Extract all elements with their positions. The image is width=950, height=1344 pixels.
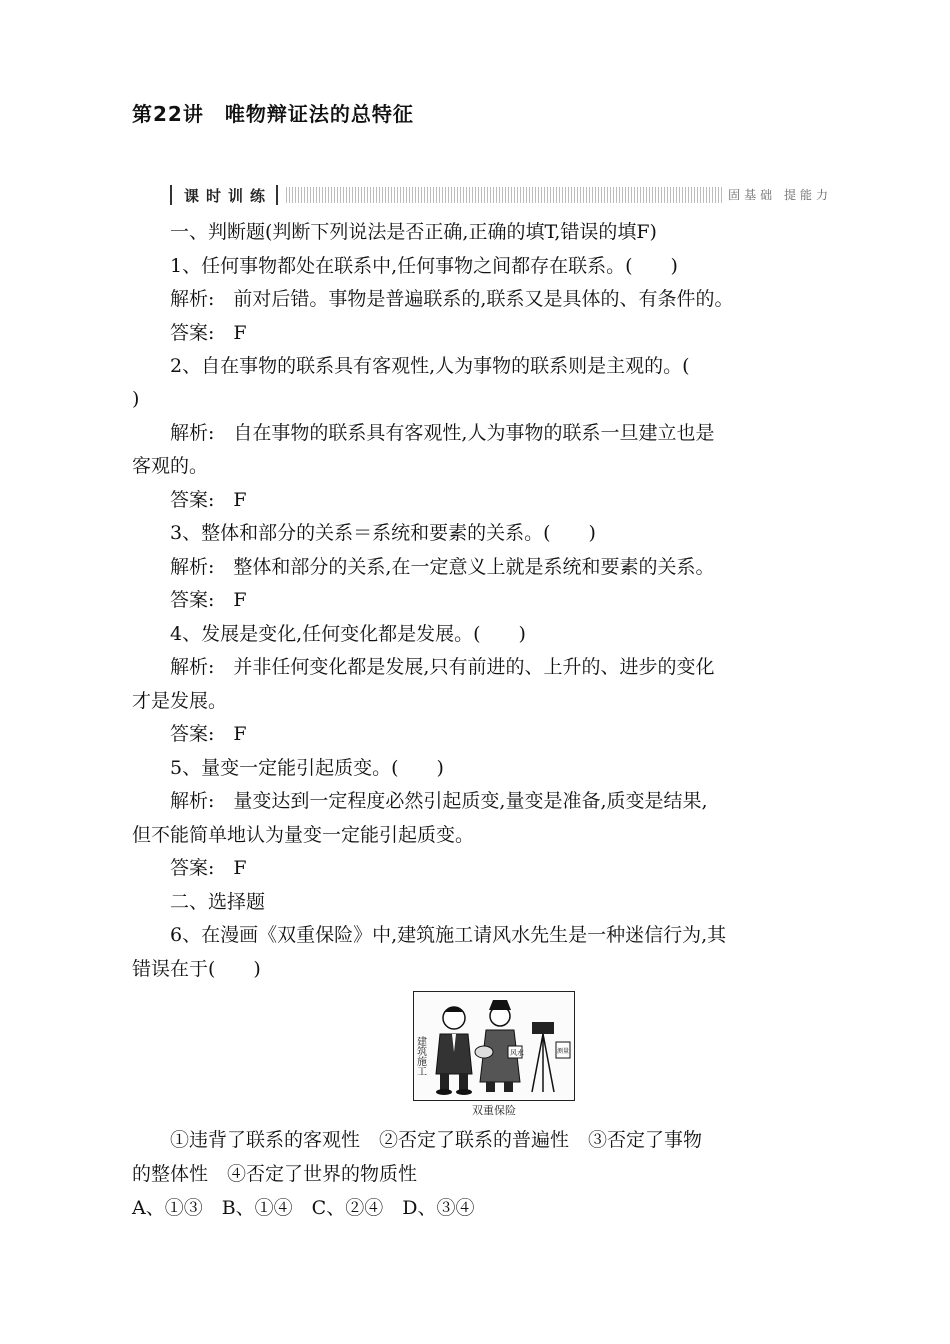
section-heading-2: 二、选择题 <box>170 891 266 913</box>
answer-2: 答案: F <box>170 489 247 511</box>
question-1: 1、任何事物都处在联系中,任何事物之间都存在联系。( ) <box>170 255 678 277</box>
banner-bar-right <box>276 185 278 205</box>
analysis-3: 解析: 整体和部分的关系,在一定意义上就是系统和要素的关系。 <box>170 556 715 578</box>
question-2: 2、自在事物的联系具有客观性,人为事物的联系则是主观的。( <box>170 355 690 377</box>
analysis-2-cont: 客观的。 <box>132 455 209 477</box>
cartoon-label-center: 风水 <box>510 1049 524 1057</box>
section-banner <box>170 184 838 206</box>
answer-4: 答案: F <box>170 723 247 745</box>
page-title: 第22讲 唯物辩证法的总特征 <box>132 102 414 126</box>
banner-fill <box>286 187 838 203</box>
analysis-4: 解析: 并非任何变化都是发展,只有前进的、上升的、进步的变化 <box>170 656 715 678</box>
options-statements-cont: 的整体性 ④否定了世界的物质性 <box>132 1163 418 1185</box>
cartoon-image <box>413 991 575 1101</box>
question-4: 4、发展是变化,任何变化都是发展。( ) <box>170 623 526 645</box>
answer-choices: A、①③ B、①④ C、②④ D、③④ <box>132 1197 475 1219</box>
analysis-1: 解析: 前对后错。事物是普遍联系的,联系又是具体的、有条件的。 <box>170 288 734 310</box>
section-heading-1: 一、判断题(判断下列说法是否正确,正确的填T,错误的填F) <box>170 221 657 243</box>
options-statements: ①违背了联系的客观性 ②否定了联系的普遍性 ③否定了事物 <box>170 1129 703 1151</box>
cartoon-label-left: 建筑施工 <box>414 1036 426 1076</box>
cartoon-drawing <box>414 992 574 1100</box>
analysis-4-cont: 才是发展。 <box>132 690 228 712</box>
analysis-5: 解析: 量变达到一定程度必然引起质变,量变是准备,质变是结果, <box>170 790 708 812</box>
banner-label: 课时训练 <box>184 186 273 205</box>
question-5: 5、量变一定能引起质变。( ) <box>170 757 444 779</box>
question-6: 6、在漫画《双重保险》中,建筑施工请风水先生是一种迷信行为,其 <box>170 924 727 946</box>
analysis-5-cont: 但不能简单地认为量变一定能引起质变。 <box>132 824 475 846</box>
cartoon-caption: 双重保险 <box>472 1104 516 1117</box>
answer-1: 答案: F <box>170 322 247 344</box>
question-6-cont: 错误在于( ) <box>132 958 261 980</box>
analysis-2: 解析: 自在事物的联系具有客观性,人为事物的联系一旦建立也是 <box>170 422 715 444</box>
banner-right-text: 固基础 提能力 <box>722 186 838 204</box>
answer-5: 答案: F <box>170 857 247 879</box>
question-2-cont: ) <box>132 388 140 410</box>
question-3: 3、整体和部分的关系＝系统和要素的关系。( ) <box>170 522 596 544</box>
cartoon-label-right: 测量 <box>557 1048 570 1055</box>
answer-3: 答案: F <box>170 589 247 611</box>
